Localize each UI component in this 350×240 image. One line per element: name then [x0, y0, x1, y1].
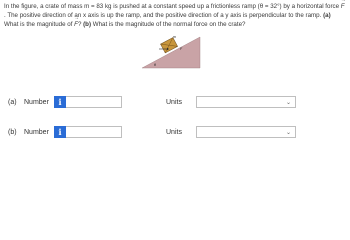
info-icon[interactable]: i	[54, 126, 66, 138]
problem-after-force: . The positive direction of an x axis is up the ramp, and the positive direction of a y axis is perpendicular to the ramp.	[4, 12, 324, 19]
answer-b-units-label: Units	[166, 128, 182, 136]
part-b-lead: (b)	[83, 21, 92, 28]
force-vector-symbol: → F	[341, 2, 345, 11]
answer-b-number-input[interactable]	[66, 126, 122, 138]
ramp-diagram	[140, 34, 202, 70]
problem-intro: In the figure, a crate of mass m = 83 kg is pushed at a constant speed up a frictionless ramp (θ = 32°) by a horizontal force	[4, 3, 341, 10]
chevron-down-icon: ⌄	[285, 130, 291, 136]
part-b-text: What is the magnitude of the normal force on the crate?	[91, 21, 246, 28]
angle-label: θ	[154, 63, 156, 67]
answer-a-number-input[interactable]	[66, 96, 122, 108]
answer-a-part: (a)	[8, 98, 17, 106]
force-vector-symbol-2: → F	[74, 20, 78, 29]
answer-a-units-select[interactable]	[196, 96, 296, 108]
answer-row-a	[8, 95, 342, 109]
info-icon[interactable]: i	[54, 96, 66, 108]
part-a-end: ?	[77, 21, 84, 28]
mass-label: m	[173, 35, 176, 39]
problem-statement	[4, 2, 346, 29]
answer-a-number-label: Number	[24, 98, 49, 106]
chevron-down-icon: ⌄	[285, 100, 291, 106]
answer-b-part: (b)	[8, 128, 17, 136]
answer-row-b	[8, 125, 342, 139]
part-a-text: What is the magnitude of	[4, 21, 75, 28]
ramp-figure	[140, 34, 202, 70]
answer-b-units-select[interactable]	[196, 126, 296, 138]
answer-a-units-label: Units	[166, 98, 182, 106]
part-a-lead: (a)	[323, 12, 331, 19]
answer-b-number-label: Number	[24, 128, 49, 136]
force-label: F	[180, 47, 183, 51]
